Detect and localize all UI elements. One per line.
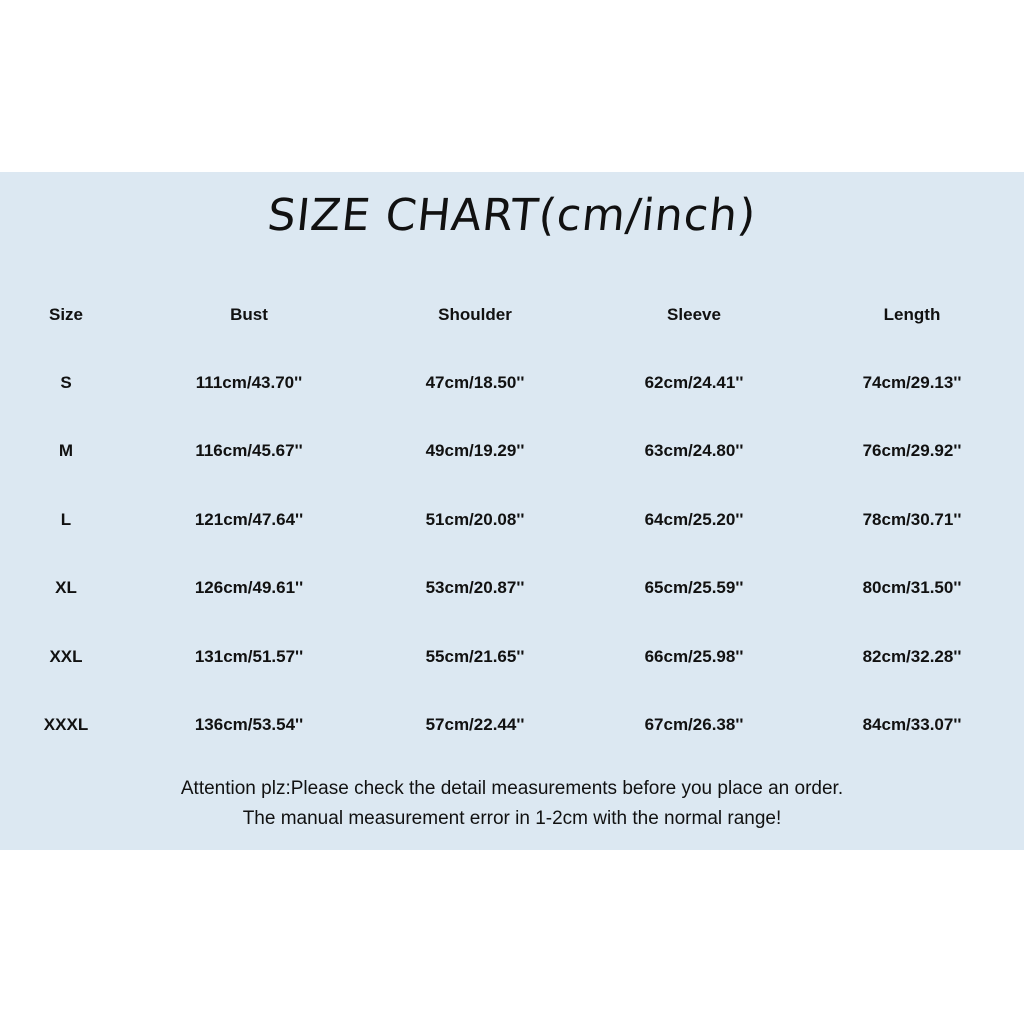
header-sleeve: Sleeve: [667, 305, 721, 324]
measurement-error-note: The manual measurement error in 1-2cm with the normal range!: [242, 808, 782, 829]
cell-length: 84cm/33.07'': [862, 715, 962, 734]
cell-shoulder: 57cm/22.44'': [425, 715, 525, 734]
cell-bust: 131cm/51.57'': [194, 647, 304, 666]
cell-size: L: [60, 510, 72, 529]
cell-size: XXXL: [43, 715, 89, 734]
cell-shoulder: 47cm/18.50'': [425, 373, 525, 392]
cell-bust: 121cm/47.64'': [194, 510, 304, 529]
cell-shoulder: 49cm/19.29'': [425, 441, 525, 460]
cell-sleeve: 63cm/24.80'': [644, 441, 744, 460]
cell-bust: 126cm/49.61'': [194, 578, 304, 597]
cell-sleeve: 66cm/25.98'': [644, 647, 744, 666]
cell-length: 74cm/29.13'': [862, 373, 962, 392]
cell-bust: 116cm/45.67'': [195, 441, 303, 460]
header-size: Size: [48, 305, 84, 324]
header-bust: Bust: [230, 305, 268, 324]
cell-length: 78cm/30.71'': [862, 510, 962, 529]
cell-sleeve: 67cm/26.38'': [644, 715, 744, 734]
chart-title: SIZE CHART(cm/inch): [265, 190, 759, 241]
cell-length: 82cm/32.28'': [862, 647, 962, 666]
cell-length: 80cm/31.50'': [862, 578, 962, 597]
cell-size: S: [60, 373, 72, 392]
cell-size: XXL: [49, 647, 83, 666]
cell-sleeve: 65cm/25.59'': [644, 578, 744, 597]
header-shoulder: Shoulder: [438, 305, 512, 324]
attention-note: Attention plz:Please check the detail measurements before you place an order.: [180, 778, 844, 799]
cell-bust: 111cm/43.70'': [195, 373, 303, 392]
cell-size: XL: [55, 578, 77, 597]
cell-shoulder: 53cm/20.87'': [425, 578, 525, 597]
cell-shoulder: 55cm/21.65'': [425, 647, 525, 666]
header-length: Length: [883, 305, 941, 324]
cell-sleeve: 62cm/24.41'': [644, 373, 744, 392]
cell-bust: 136cm/53.54'': [194, 715, 304, 734]
cell-shoulder: 51cm/20.08'': [425, 510, 525, 529]
cell-size: M: [58, 441, 74, 460]
cell-length: 76cm/29.92'': [862, 441, 962, 460]
cell-sleeve: 64cm/25.20'': [644, 510, 744, 529]
